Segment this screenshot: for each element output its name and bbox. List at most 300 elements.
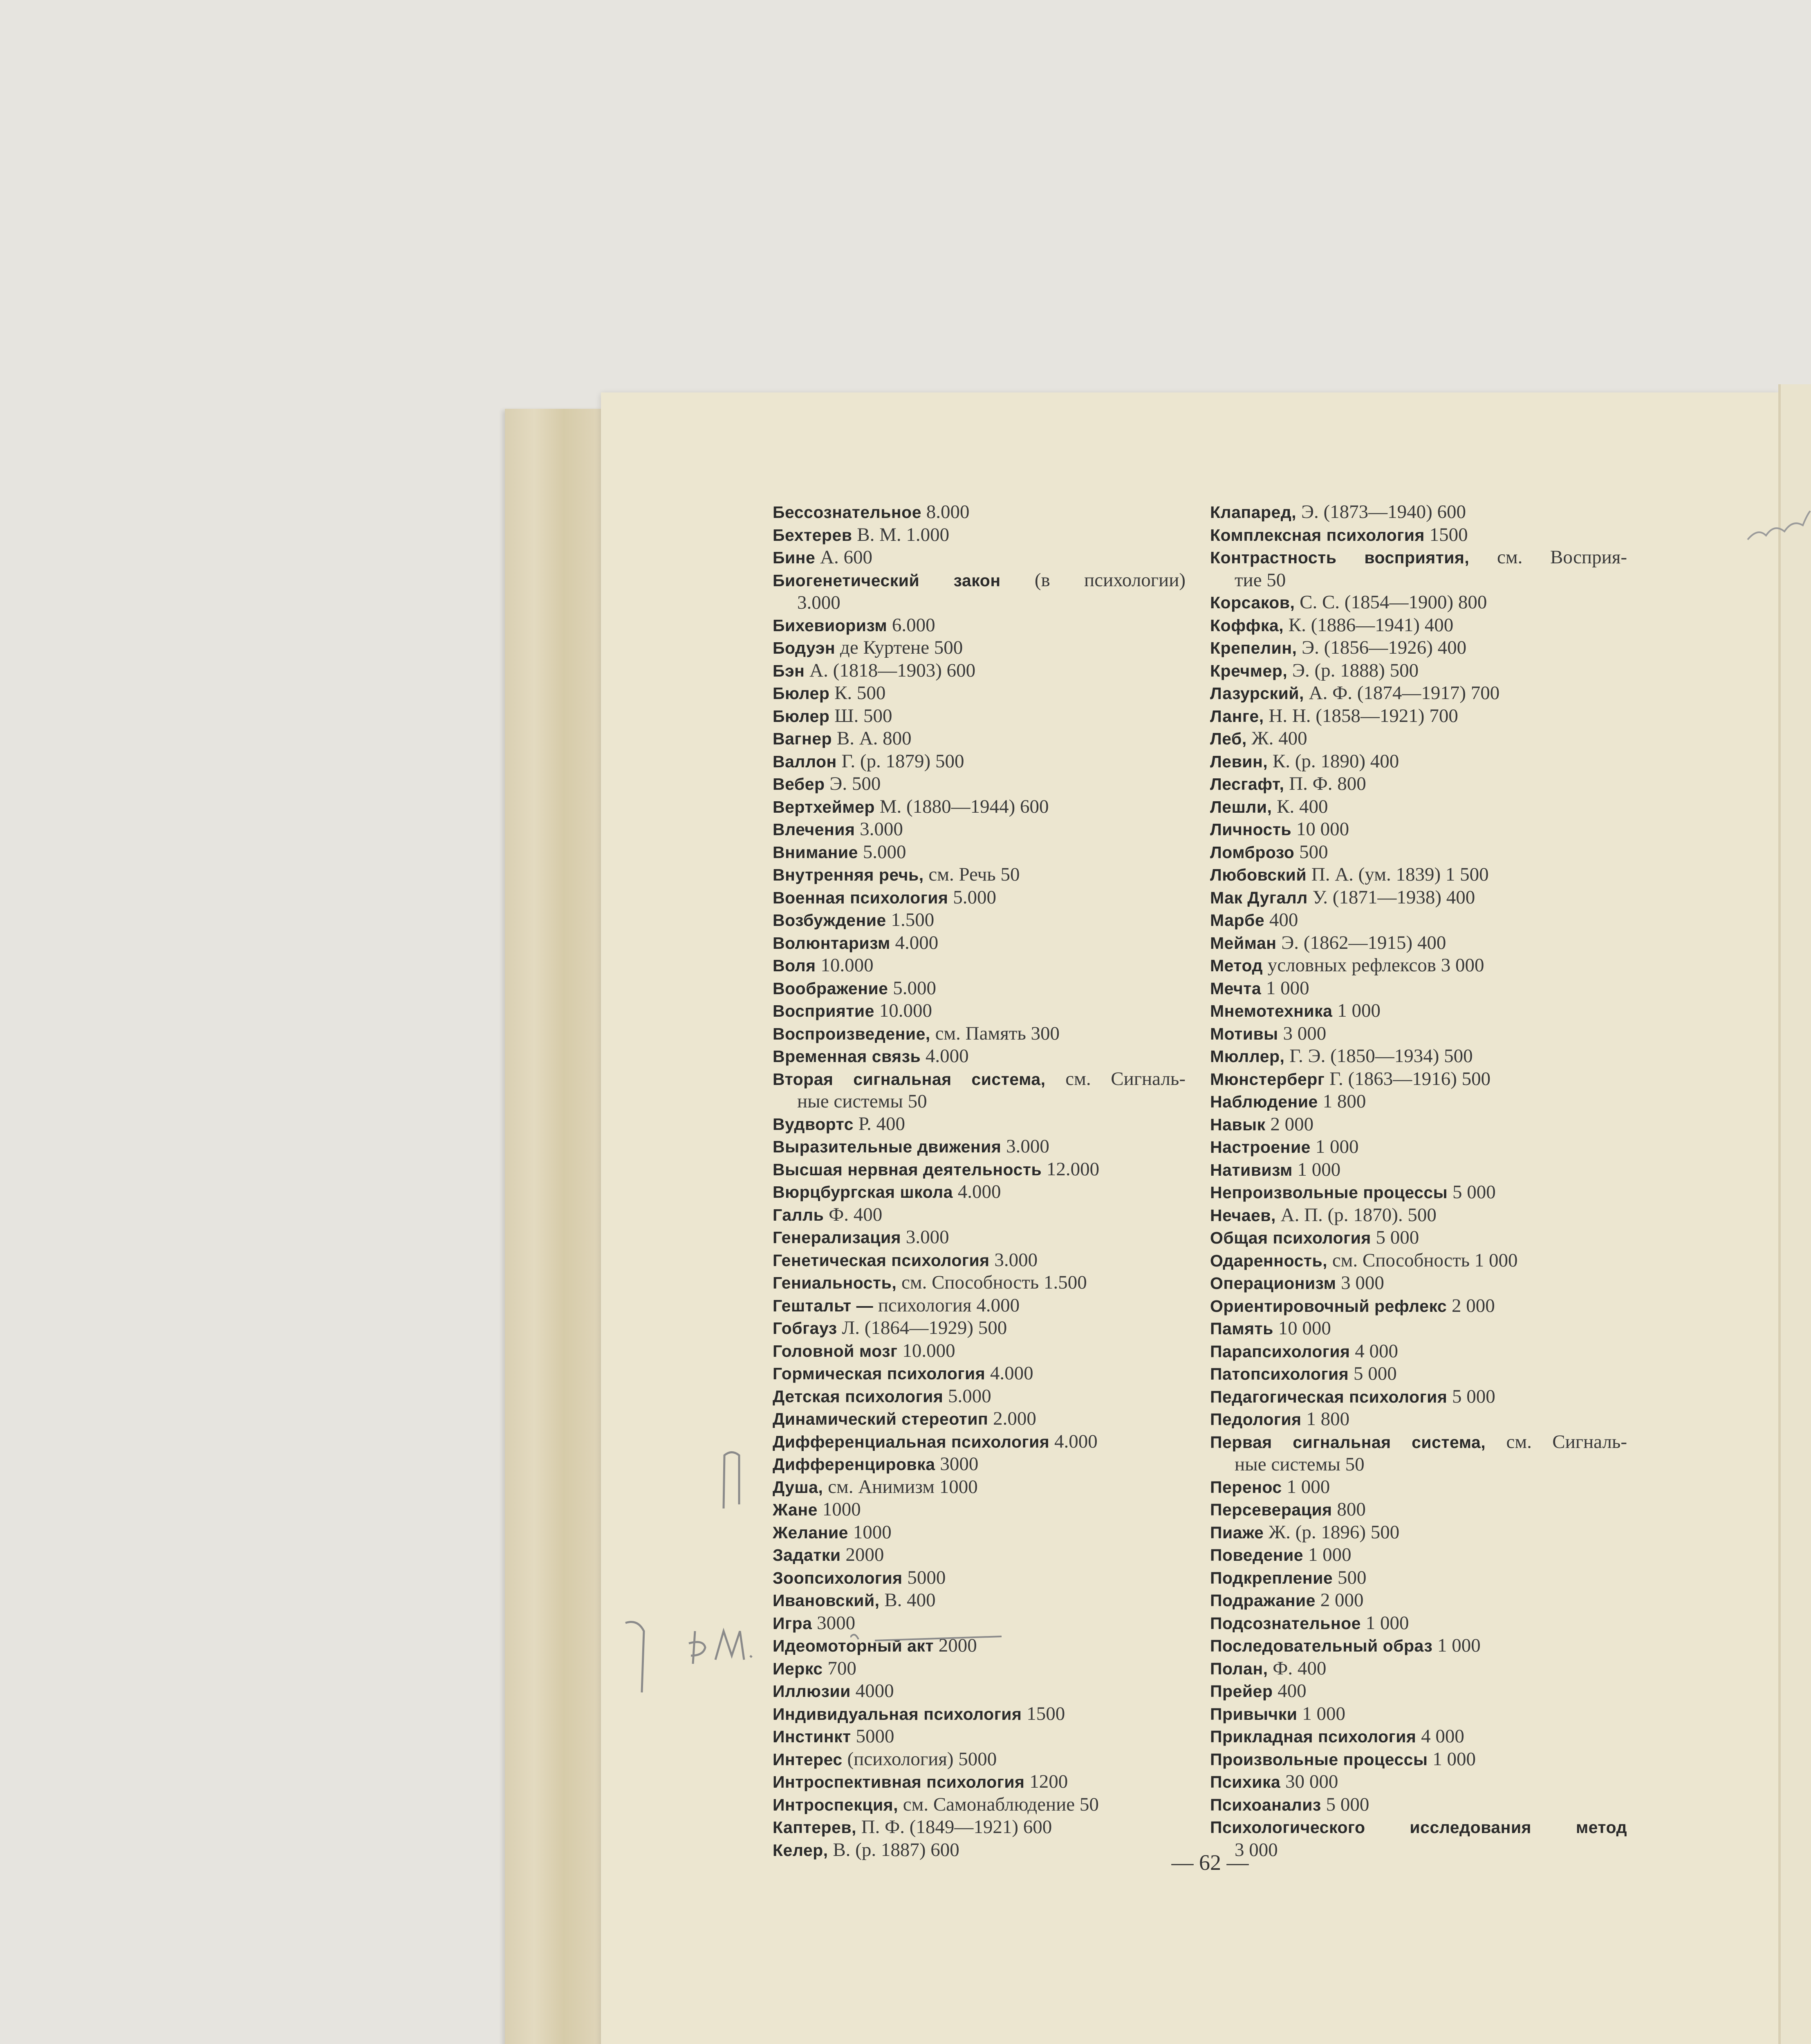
index-entry-term: Вюрцбургская школа: [773, 1183, 953, 1201]
index-entry: [773, 1135, 1186, 1158]
index-entry-detail: Ш. 500: [834, 705, 892, 726]
index-entry: [1210, 1317, 1627, 1340]
index-entry: [773, 1181, 1186, 1204]
index-entry-term: Ланге,: [1210, 706, 1264, 726]
index-entry-term: Бэн: [773, 661, 805, 680]
index-entry-detail: 1 000: [1266, 977, 1309, 999]
index-entry-term: Мюллер,: [1210, 1047, 1285, 1066]
index-entry-detail: П. А. (ум. 1839) 1 500: [1311, 864, 1489, 885]
index-entry-term: Келер,: [773, 1840, 828, 1860]
index-entry-term: Гениальность,: [773, 1273, 897, 1292]
index-entry-detail: 2 000: [1451, 1295, 1495, 1316]
index-entry: [773, 1045, 1186, 1068]
index-entry: [773, 1249, 1186, 1272]
index-entry: [773, 886, 1186, 909]
index-entry: [773, 932, 1186, 955]
index-entry-detail: см. Восприя-: [1497, 547, 1627, 568]
index-entry: [773, 1453, 1186, 1476]
index-entry-detail: 400: [1278, 1680, 1307, 1701]
index-entry-detail: 1 000: [1437, 1635, 1481, 1656]
index-entry-term: Персеверация: [1210, 1500, 1332, 1519]
index-entry-term: Ломброзо: [1210, 843, 1295, 862]
index-entry: [1210, 1363, 1627, 1385]
index-entry: [1210, 1431, 1627, 1476]
index-entry: [1210, 841, 1627, 864]
index-entry-detail: 1 000: [1287, 1476, 1330, 1497]
index-entry: [773, 1816, 1186, 1839]
index-entry-detail: 4.000: [957, 1181, 1001, 1202]
index-entry-detail: 10.000: [902, 1340, 955, 1361]
index-entry-term: Прейер: [1210, 1682, 1273, 1701]
index-entry-term: Инстинкт: [773, 1727, 851, 1746]
index-entry-detail: 4 000: [1421, 1726, 1464, 1747]
index-entry-detail: 2 000: [1270, 1113, 1314, 1135]
index-entry: [1210, 863, 1627, 886]
index-entry-detail: 10 000: [1296, 818, 1349, 840]
index-entry: [1210, 1544, 1627, 1567]
index-entry: [773, 1725, 1186, 1748]
index-entry-detail: Э. (р. 1888) 500: [1292, 659, 1419, 681]
index-entry-detail: Ф. 400: [1273, 1657, 1327, 1679]
index-entry: [1210, 1793, 1627, 1816]
index-entry-term: Прикладная психология: [1210, 1727, 1417, 1746]
index-entry-detail: 4.000: [925, 1045, 969, 1067]
index-entry: [1210, 501, 1627, 524]
index-entry: [1210, 659, 1627, 682]
index-entry-term: Вторая сигнальная система,: [773, 1069, 1046, 1089]
index-entry: [773, 1158, 1186, 1181]
index-entry-term: Дифференцировка: [773, 1455, 935, 1474]
index-entry: [773, 569, 1186, 614]
index-entry: [773, 501, 1186, 524]
pencil-bracket-mark: [715, 1447, 748, 1513]
index-entry-term: Жане: [773, 1500, 818, 1519]
index-entry-term: Идеомоторный акт: [773, 1636, 934, 1655]
index-entry: [1210, 1181, 1627, 1204]
index-entry-term: Личность: [1210, 820, 1292, 839]
index-entry: [773, 546, 1186, 569]
index-entry-detail: Ж. (р. 1896) 500: [1269, 1521, 1400, 1543]
index-entry-detail: 3 000: [1341, 1272, 1384, 1293]
index-entry-detail: Ф. 400: [829, 1204, 883, 1225]
index-entry: [1210, 705, 1627, 728]
index-entry-term: Комплексная психология: [1210, 525, 1425, 545]
index-entry-detail: 2000: [845, 1544, 884, 1565]
index-entry-detail: 3.000: [860, 818, 903, 840]
index-entry-term: Корсаков,: [1210, 593, 1295, 612]
index-entry-term: Гештальт —: [773, 1296, 874, 1315]
index-entry-term: Воля: [773, 956, 816, 975]
index-entry: [1210, 546, 1627, 591]
index-entry-term: Ивановский,: [773, 1591, 880, 1610]
index-entry-detail: 5 000: [1326, 1793, 1369, 1815]
index-entry: [1210, 637, 1627, 659]
index-entry-detail: 1200: [1029, 1771, 1068, 1792]
index-entry-term: Настроение: [1210, 1138, 1311, 1156]
index-entry: [1210, 1657, 1627, 1680]
index-entry-term: Внутренняя речь,: [773, 865, 924, 884]
index-entry-detail: Н. Н. (1858—1921) 700: [1269, 705, 1458, 726]
index-entry-detail: 500: [1299, 841, 1328, 863]
index-entry-detail: 1500: [1027, 1703, 1065, 1724]
index-entry: [773, 1498, 1186, 1521]
page-number: — 62 —: [1171, 1850, 1249, 1875]
index-entry-term: Выразительные движения: [773, 1137, 1002, 1156]
index-entry-detail: 4 000: [1355, 1340, 1398, 1362]
index-entry: [1210, 1567, 1627, 1589]
index-entry: [773, 705, 1186, 728]
index-entry: [773, 909, 1186, 932]
index-entry: [1210, 1113, 1627, 1136]
index-entry-term: Иеркс: [773, 1659, 823, 1678]
index-entry-continuation: ные системы 50: [797, 1091, 927, 1112]
index-entry-term: Воображение: [773, 979, 888, 998]
index-entry-detail: Г. (1863—1916) 500: [1329, 1068, 1491, 1089]
index-entry-detail: 5.000: [893, 977, 936, 999]
index-entry-term: Гобгауз: [773, 1319, 837, 1338]
index-entry-detail: Э. (1862—1915) 400: [1281, 932, 1446, 953]
index-entry-detail: С. С. (1854—1900) 800: [1300, 592, 1487, 613]
index-entry-term: Бине: [773, 548, 816, 567]
index-entry-term: Последовательный образ: [1210, 1636, 1433, 1655]
index-entry-term: Биогенетический закон: [773, 571, 1001, 590]
index-entry-detail: А. П. (р. 1870). 500: [1280, 1204, 1437, 1226]
index-entry-detail: В. (р. 1887) 600: [833, 1839, 959, 1860]
index-entry: [773, 1839, 1186, 1862]
index-entry: [1210, 1272, 1627, 1295]
index-entry-detail: 4.000: [1054, 1430, 1098, 1452]
index-entry: [1210, 1090, 1627, 1113]
index-entry-term: Вертхеймер: [773, 797, 875, 816]
index-entry-term: Полан,: [1210, 1659, 1268, 1678]
index-entry-detail: 1500: [1429, 524, 1468, 545]
index-entry-term: Мнемотехника: [1210, 1002, 1333, 1020]
index-entry-detail: 2000: [938, 1635, 977, 1656]
index-entry: [1210, 1612, 1627, 1635]
index-entry-detail: М. (1880—1944) 600: [879, 796, 1049, 817]
index-entry-term: Клапаред,: [1210, 503, 1297, 522]
index-entry: [773, 524, 1186, 547]
index-entry: [1210, 1045, 1627, 1068]
index-entry-term: Психоанализ: [1210, 1795, 1321, 1814]
index-entry-detail: 10.000: [879, 1000, 932, 1021]
index-entry: [1210, 1634, 1627, 1657]
index-entry: [1210, 1204, 1627, 1227]
index-entry-term: Военная психология: [773, 888, 948, 907]
index-entry-detail: де Куртене 500: [840, 637, 963, 658]
index-entry-term: Лесгафт,: [1210, 775, 1284, 793]
index-entry-detail: 1 800: [1306, 1408, 1350, 1430]
index-entry: [1210, 1159, 1627, 1181]
index-entry: [773, 727, 1186, 750]
index-entry: [773, 1385, 1186, 1408]
index-entry: [1210, 818, 1627, 841]
index-entry-detail: см. Память 300: [935, 1022, 1060, 1044]
index-entry-detail: А. Ф. (1874—1917) 700: [1309, 682, 1500, 704]
index-entry-term: Педагогическая психология: [1210, 1387, 1448, 1406]
index-entry-detail: 1 000: [1432, 1748, 1476, 1770]
index-entry-detail: К. 500: [834, 682, 886, 704]
index-entry: [773, 750, 1186, 773]
index-entry-detail: 4.000: [895, 932, 939, 953]
index-entry-detail: 3.000: [994, 1249, 1038, 1271]
index-entry: [1210, 1000, 1627, 1022]
index-entry: [773, 1703, 1186, 1726]
index-entry: [773, 1022, 1186, 1045]
index-entry: [773, 818, 1186, 841]
index-entry-term: Бихевиоризм: [773, 616, 888, 635]
index-entry: [1210, 1680, 1627, 1703]
index-entry-detail: Г. (р. 1879) 500: [841, 750, 964, 772]
index-entry-term: Головной мозг: [773, 1341, 898, 1360]
index-entry-term: Динамический стереотип: [773, 1410, 988, 1428]
index-entry-continuation: тие 50: [1235, 569, 1286, 591]
index-entry-detail: Э. (1856—1926) 400: [1302, 637, 1467, 658]
index-entry-detail: 4000: [855, 1680, 894, 1701]
index-entry-detail: Э. 500: [829, 773, 881, 794]
index-entry-detail: 10 000: [1278, 1318, 1331, 1339]
index-entry: [1210, 1498, 1627, 1521]
index-entry-term: Память: [1210, 1319, 1273, 1338]
index-entry-term: Произвольные процессы: [1210, 1750, 1428, 1769]
index-entry-term: Высшая нервная деятельность: [773, 1160, 1042, 1179]
index-entry-term: Ориентировочный рефлекс: [1210, 1296, 1447, 1316]
index-entry: [773, 1521, 1186, 1544]
index-entry-detail: 1 000: [1365, 1612, 1409, 1634]
index-entry-term: Вебер: [773, 775, 825, 793]
index-entry-term: Марбе: [1210, 911, 1265, 930]
index-entry-detail: К. (р. 1890) 400: [1272, 750, 1399, 772]
index-entry-detail: В. А. 800: [836, 728, 912, 749]
index-entry: [1210, 750, 1627, 773]
index-entry-detail: психология 4.000: [878, 1294, 1020, 1316]
index-entry-term: Галль: [773, 1205, 824, 1224]
index-entry-detail: см. Способность 1.500: [901, 1272, 1087, 1293]
index-entry: [1210, 1249, 1627, 1272]
index-entry: [1210, 682, 1627, 705]
index-entry-detail: 2 000: [1320, 1589, 1364, 1611]
index-entry-detail: условных рефлексов 3 000: [1267, 955, 1484, 976]
index-entry-term: Игра: [773, 1614, 812, 1633]
index-entry: [773, 1226, 1186, 1249]
index-entry-detail: 3 000: [1283, 1022, 1327, 1044]
index-entry-detail: 3000: [940, 1453, 979, 1475]
index-entry: [773, 954, 1186, 977]
index-entry: [1210, 1771, 1627, 1793]
index-entry: [1210, 773, 1627, 796]
index-entry: [773, 1271, 1186, 1294]
index-entry: [773, 841, 1186, 864]
index-entry-term: Патопсихология: [1210, 1365, 1349, 1383]
index-entry: [773, 1748, 1186, 1771]
index-entry: [1210, 524, 1627, 547]
index-entry-term: Контрастность восприятия,: [1210, 548, 1470, 567]
index-entry-term: Навык: [1210, 1115, 1266, 1134]
index-entry-detail: А. (1818—1903) 600: [809, 659, 976, 681]
index-entry-detail: 5 000: [1376, 1227, 1419, 1248]
index-entry-detail: (психология) 5000: [847, 1748, 997, 1770]
index-entry-term: Душа,: [773, 1477, 823, 1497]
index-entry: [773, 1204, 1186, 1226]
index-entry-term: Генерализация: [773, 1228, 901, 1247]
index-entry-detail: 1 000: [1297, 1159, 1341, 1180]
index-entry: [1210, 886, 1627, 909]
index-entry: [773, 1771, 1186, 1793]
index-entry-term: Мечта: [1210, 979, 1262, 998]
index-entry: [1210, 614, 1627, 637]
index-entry-detail: 1 000: [1315, 1136, 1359, 1157]
index-entry-detail: см. Сигналь-: [1065, 1068, 1186, 1089]
index-entry-term: Индивидуальная психология: [773, 1704, 1022, 1724]
index-entry-term: Вудвортс: [773, 1114, 854, 1134]
index-entry-detail: П. Ф. 800: [1289, 773, 1366, 794]
index-entry: [773, 1589, 1186, 1612]
index-entry-term: Возбуждение: [773, 911, 886, 930]
index-entry-detail: 5.000: [863, 841, 906, 863]
index-entry-term: Волюнтаризм: [773, 933, 890, 953]
book-page-edges: [505, 409, 603, 2044]
index-entry-continuation: 3.000: [797, 592, 841, 613]
index-entry-detail: 1 000: [1337, 1000, 1381, 1021]
index-entry-detail: 6.000: [892, 614, 935, 636]
index-entry-detail: Э. (1873—1940) 600: [1301, 501, 1466, 522]
index-entry-term: Бюлер: [773, 706, 830, 726]
index-entry-detail: 5 000: [1452, 1181, 1496, 1203]
index-entry-detail: У. (1871—1938) 400: [1312, 886, 1475, 908]
index-entry-detail: см. Самонаблюдение 50: [903, 1793, 1099, 1815]
index-entry: [1210, 977, 1627, 1000]
index-entry-term: Нечаев,: [1210, 1206, 1276, 1225]
index-entry-detail: 5000: [856, 1726, 894, 1747]
index-entry-term: Бехтерев: [773, 525, 852, 545]
index-entry: [1210, 1748, 1627, 1771]
index-entry-detail: 30 000: [1285, 1771, 1338, 1792]
index-entry-term: Бюлер: [773, 684, 830, 703]
index-entry: [773, 1294, 1186, 1317]
index-entry-term: Влечения: [773, 820, 855, 839]
index-entry: [773, 863, 1186, 886]
index-entry-term: Мюнстерберг: [1210, 1069, 1325, 1089]
index-entry-term: Кречмер,: [1210, 661, 1288, 680]
pencil-scribble-mark: [621, 1615, 760, 1697]
index-entry-term: Мейман: [1210, 933, 1277, 953]
index-entry-detail: Ж. 400: [1251, 728, 1307, 749]
index-entry-term: Психологического исследования метод: [1210, 1818, 1627, 1837]
index-entry: [773, 796, 1186, 818]
index-entry: [773, 1068, 1186, 1113]
index-entry-term: Лазурский,: [1210, 684, 1304, 703]
index-entry-term: Парапсихология: [1210, 1342, 1350, 1361]
index-entry: [1210, 591, 1627, 614]
index-entry-term: Внимание: [773, 843, 858, 862]
index-entry: [1210, 954, 1627, 977]
index-entry: [773, 1544, 1186, 1567]
index-entry: [773, 637, 1186, 659]
index-entry-detail: Р. 400: [858, 1113, 905, 1134]
index-entry-detail: 12.000: [1046, 1158, 1100, 1180]
index-entry: [1210, 1068, 1627, 1091]
index-entry: [773, 1430, 1186, 1453]
index-entry-detail: К. (1886—1941) 400: [1288, 614, 1454, 636]
index-entry-term: Детская психология: [773, 1387, 944, 1406]
index-entry: [1210, 1476, 1627, 1499]
index-entry-term: Коффка,: [1210, 616, 1284, 635]
index-entry-term: Поведение: [1210, 1546, 1304, 1564]
index-entry-term: Задатки: [773, 1546, 841, 1564]
index-entry-term: Метод: [1210, 956, 1263, 975]
index-entry-term: Подсознательное: [1210, 1614, 1361, 1633]
index-entry-term: Левин,: [1210, 752, 1268, 771]
index-entry: [773, 682, 1186, 705]
index-entry: [1210, 1022, 1627, 1045]
index-entry-term: Наблюдение: [1210, 1092, 1318, 1111]
pencil-margin-mark: [1746, 503, 1811, 552]
pencil-tick-mark: [850, 1629, 1006, 1645]
index-entry-term: Бодуэн: [773, 639, 836, 657]
index-entry-detail: К. 400: [1277, 796, 1328, 817]
index-entry-continuation: 3 000: [1235, 1839, 1278, 1860]
index-column-right: [1210, 501, 1627, 1861]
index-entry-detail: В. 400: [884, 1589, 936, 1611]
index-entry-term: Генетическая психология: [773, 1251, 990, 1270]
index-entry-detail: 1.500: [891, 909, 935, 930]
index-entry-term: Воспроизведение,: [773, 1024, 930, 1043]
index-entry: [1210, 1521, 1627, 1544]
index-entry-term: Общая психология: [1210, 1228, 1371, 1247]
index-entry-detail: 5.000: [948, 1385, 991, 1407]
index-entry-term: Мотивы: [1210, 1024, 1278, 1043]
index-entry-term: Бессознательное: [773, 503, 922, 522]
index-entry-term: Операционизм: [1210, 1274, 1336, 1293]
index-entry: [773, 977, 1186, 1000]
index-entry: [1210, 1408, 1627, 1431]
index-entry: [1210, 1136, 1627, 1159]
index-entry-detail: 3.000: [906, 1226, 949, 1248]
index-entry-detail: 1 800: [1322, 1091, 1366, 1112]
index-entry: [1210, 796, 1627, 818]
index-entry-detail: 5 000: [1452, 1385, 1495, 1407]
index-entry-term: Интроспективная психология: [773, 1773, 1025, 1791]
index-entry-detail: см. Анимизм 1000: [828, 1476, 978, 1497]
index-column-left: [773, 501, 1186, 1861]
index-entry-term: Дифференциальная психология: [773, 1432, 1050, 1451]
index-entry-term: Подражание: [1210, 1591, 1316, 1610]
index-entry-detail: 3000: [817, 1612, 856, 1634]
index-entry: [773, 1362, 1186, 1385]
index-entry: [1210, 932, 1627, 955]
index-entry: [773, 1476, 1186, 1499]
index-entry: [1210, 1340, 1627, 1363]
index-entry: [1210, 727, 1627, 750]
index-entry-detail: 400: [1269, 909, 1298, 930]
index-entry-term: Одаренность,: [1210, 1251, 1328, 1270]
index-entry-term: Педология: [1210, 1410, 1302, 1429]
index-entry-term: Первая сигнальная система,: [1210, 1432, 1486, 1452]
index-entry-term: Пиаже: [1210, 1523, 1264, 1542]
index-entry-detail: П. Ф. (1849—1921) 600: [861, 1816, 1052, 1838]
index-entry-term: Иллюзии: [773, 1682, 851, 1701]
index-entry-detail: см. Сигналь-: [1506, 1431, 1627, 1452]
index-entry-detail: Г. Э. (1850—1934) 500: [1289, 1045, 1473, 1067]
index-entry-term: Гормическая психология: [773, 1364, 986, 1383]
index-entry-term: Психика: [1210, 1773, 1281, 1791]
index-entry-term: Валлон: [773, 752, 837, 771]
index-entry-detail: 5 000: [1353, 1363, 1397, 1384]
index-entry-term: Непроизвольные процессы: [1210, 1183, 1448, 1202]
index-entry: [1210, 1226, 1627, 1249]
index-entry: [1210, 1295, 1627, 1318]
index-entry-term: Перенос: [1210, 1477, 1282, 1497]
